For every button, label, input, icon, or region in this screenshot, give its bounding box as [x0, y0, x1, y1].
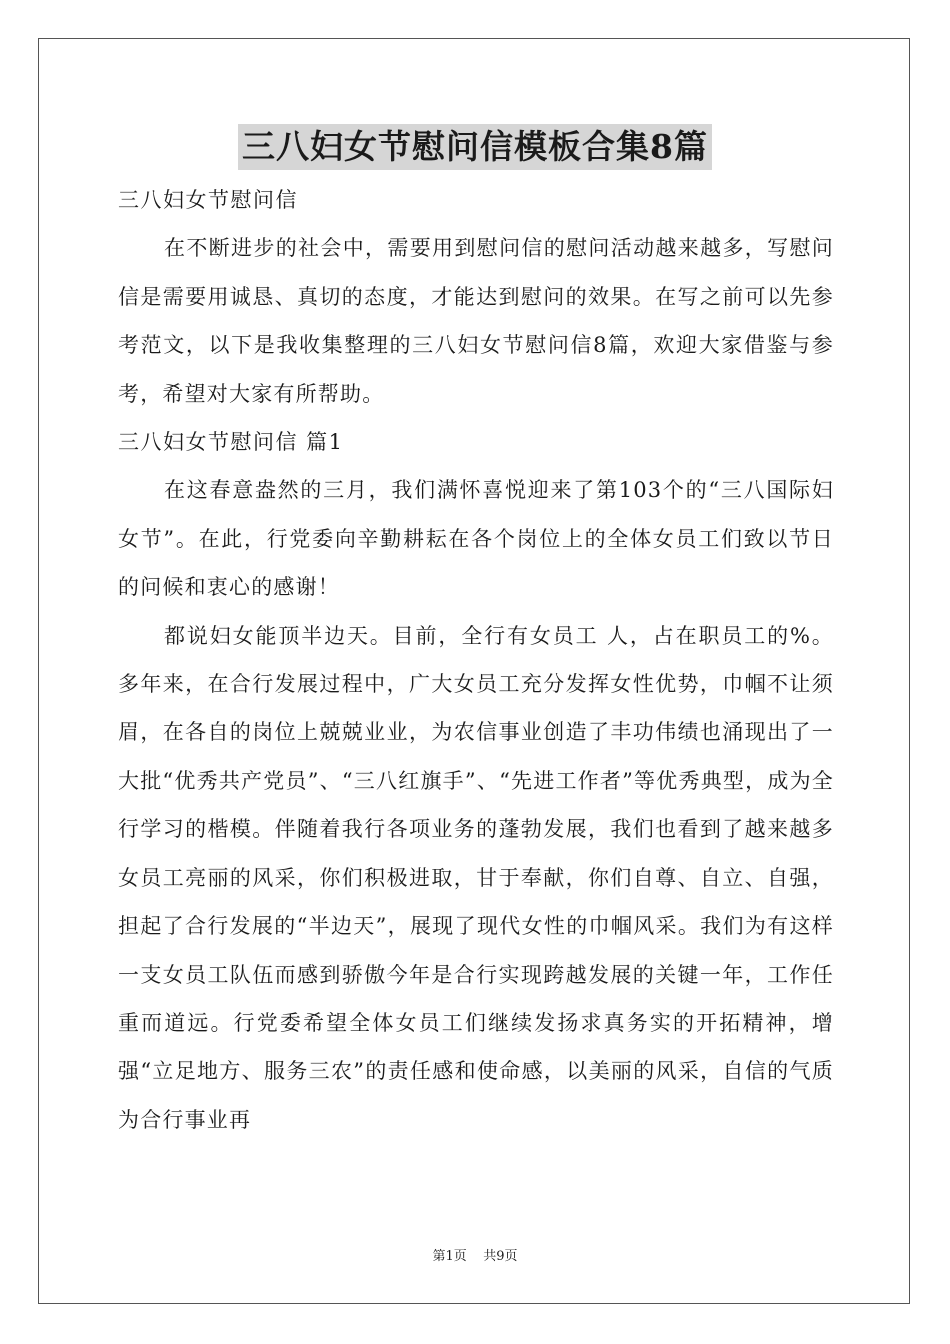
- document-title: 三八妇女节慰问信模板合集8篇: [238, 124, 712, 170]
- paragraph-greeting: 在这春意盎然的三月，我们满怀喜悦迎来了第103个的“三八国际妇女节”。在此，行党委向辛勤耕耘在各个岗位上的全体女员工们致以节日的问候和衷心的感谢！: [118, 478, 834, 600]
- total-pages: 共9页: [483, 1249, 518, 1264]
- page-number: 第1页: [432, 1249, 467, 1264]
- title-container: [0, 124, 950, 170]
- footer-spacer: [467, 1249, 484, 1264]
- paragraph-intro: 在不断进步的社会中，需要用到慰问信的慰问活动越来越多，写慰问信是需要用诚恳、真切的态度，才能达到慰问的效果。在写之前可以先参考范文，以下是我收集整理的三八妇女节慰问信8篇，欢迎大家借鉴与参考，希望对大家有所帮助。: [118, 236, 834, 406]
- page-footer: [0, 1248, 950, 1266]
- section-heading-part-1: 三八妇女节慰问信 篇1: [118, 430, 344, 455]
- section-heading-intro: 三八妇女节慰问信: [118, 188, 298, 212]
- document-body: [118, 176, 834, 1144]
- paragraph-main: 都说妇女能顶半边天。目前，全行有女员工 人，占在职员工的%。多年来，在合行发展过程中，广大女员工充分发挥女性优势，巾帼不让须眉，在各自的岗位上兢兢业业，为农信事业创造了丰功伟绩也涌现出了一大批“优秀共产党员”、“三八红旗手”、“先进工作者”等优秀典型，成为全行学习的楷模。伴随着我行各项业务的蓬勃发展，我们也看到了越来越多女员工亮丽的风采，你们积极进取，甘于奉献，你们自尊、自立、自强，担起了合行发展的“半边天”，展现了现代女性的巾帼风采。我们为有这样一支女员工队伍而感到骄傲今年是合行实现跨越发展的关键一年，工作任重而道远。行党委希望全体女员工们继续发扬求真务实的开拓精神，增强“立足地方、服务三农”的责任感和使命感，以美丽的风采，自信的气质为合行事业再: [118, 623, 834, 1132]
